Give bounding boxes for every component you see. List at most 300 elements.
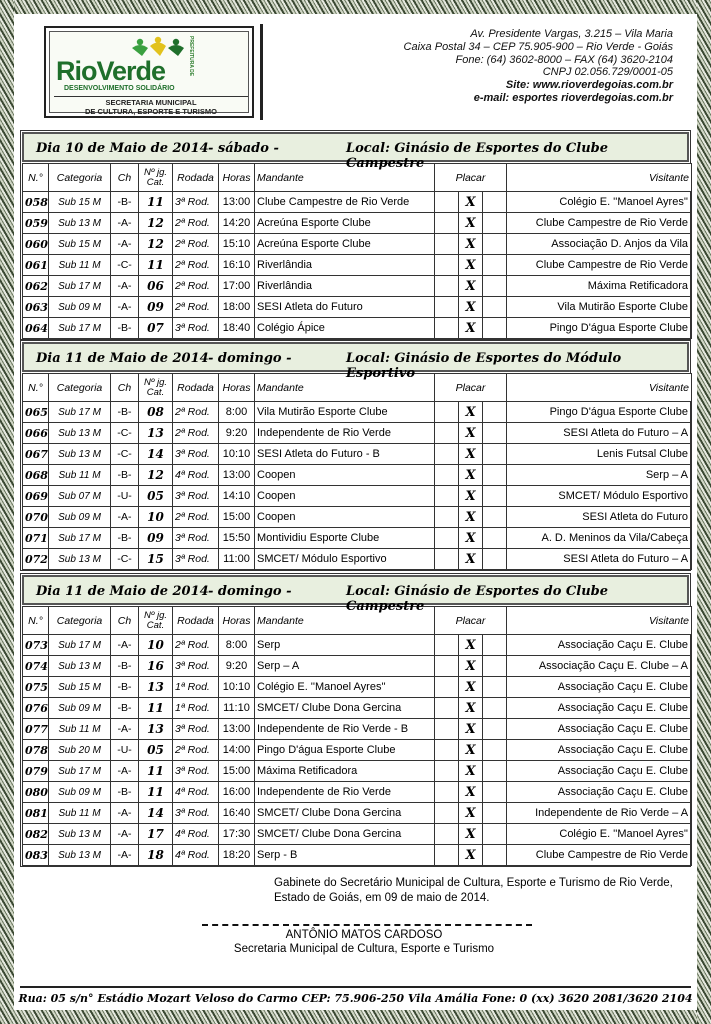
game-time: 16:40 bbox=[219, 803, 255, 824]
score-separator: X bbox=[459, 677, 483, 698]
home-team: Coopen bbox=[255, 486, 435, 507]
game-cat-number: 05 bbox=[139, 486, 173, 507]
header-njg-line2: Cat. bbox=[146, 176, 165, 188]
score-away bbox=[483, 486, 507, 507]
game-number: 068 bbox=[23, 465, 49, 486]
game-round: 2ª Rod. bbox=[173, 402, 219, 423]
away-team: Serp – A bbox=[507, 465, 692, 486]
score-home bbox=[435, 318, 459, 339]
away-team: Associação Caçu E. Clube bbox=[507, 677, 692, 698]
away-team: Vila Mutirão Esporte Clube bbox=[507, 297, 692, 318]
home-team: Colégio E. ''Manoel Ayres'' bbox=[255, 677, 435, 698]
game-group: -C- bbox=[111, 255, 139, 276]
game-cat-number: 09 bbox=[139, 297, 173, 318]
games-table bbox=[22, 606, 692, 866]
game-round: 3ª Rod. bbox=[173, 719, 219, 740]
header-njg-line2: Cat. bbox=[146, 386, 165, 398]
game-time: 15:50 bbox=[219, 528, 255, 549]
game-number: 079 bbox=[23, 761, 49, 782]
score-away bbox=[483, 444, 507, 465]
score-away bbox=[483, 761, 507, 782]
game-group: -B- bbox=[111, 677, 139, 698]
score-separator: X bbox=[459, 761, 483, 782]
game-group: -C- bbox=[111, 444, 139, 465]
game-number: 076 bbox=[23, 698, 49, 719]
game-time: 10:10 bbox=[219, 444, 255, 465]
away-team: Colégio E. ''Manoel Ayres'' bbox=[507, 192, 692, 213]
section-weekday: - sábado - bbox=[208, 141, 279, 156]
score-away bbox=[483, 845, 507, 866]
home-team: Serp - B bbox=[255, 845, 435, 866]
contact-site: Site: www.rioverdegoias.com.br bbox=[505, 79, 673, 92]
game-number: 074 bbox=[23, 656, 49, 677]
score-separator: X bbox=[459, 276, 483, 297]
game-category: Sub 15 M bbox=[49, 192, 111, 213]
game-number: 061 bbox=[23, 255, 49, 276]
header-placar: Placar bbox=[435, 164, 507, 192]
table-row bbox=[23, 656, 692, 677]
home-team: Montividiu Esporte Clube bbox=[255, 528, 435, 549]
game-number: 082 bbox=[23, 824, 49, 845]
home-team: Acreúna Esporte Clube bbox=[255, 213, 435, 234]
game-time: 14:20 bbox=[219, 213, 255, 234]
section-title bbox=[22, 575, 689, 614]
score-separator: X bbox=[459, 824, 483, 845]
game-round: 3ª Rod. bbox=[173, 761, 219, 782]
score-separator: X bbox=[459, 423, 483, 444]
game-time: 10:10 bbox=[219, 677, 255, 698]
game-cat-number: 13 bbox=[139, 423, 173, 444]
game-category: Sub 15 M bbox=[49, 234, 111, 255]
game-group: -A- bbox=[111, 297, 139, 318]
game-group: -B- bbox=[111, 465, 139, 486]
game-round: 1ª Rod. bbox=[173, 677, 219, 698]
game-category: Sub 15 M bbox=[49, 677, 111, 698]
game-cat-number: 15 bbox=[139, 549, 173, 570]
game-round: 2ª Rod. bbox=[173, 423, 219, 444]
game-number: 067 bbox=[23, 444, 49, 465]
home-team: Acreúna Esporte Clube bbox=[255, 234, 435, 255]
header-num: N.° bbox=[23, 374, 49, 402]
score-home bbox=[435, 507, 459, 528]
game-time: 18:20 bbox=[219, 845, 255, 866]
header-njg bbox=[139, 374, 173, 402]
game-cat-number: 17 bbox=[139, 824, 173, 845]
score-away bbox=[483, 824, 507, 845]
table-row bbox=[23, 782, 692, 803]
score-separator: X bbox=[459, 740, 483, 761]
game-category: Sub 13 M bbox=[49, 656, 111, 677]
home-team: Pingo D'água Esporte Clube bbox=[255, 740, 435, 761]
game-cat-number: 11 bbox=[139, 782, 173, 803]
section-local: Local: Ginásio de Esportes do Módulo Esportivo bbox=[346, 351, 622, 381]
signature-line bbox=[202, 924, 532, 926]
away-team: Associação Caçu E. Clube bbox=[507, 740, 692, 761]
score-separator: X bbox=[459, 635, 483, 656]
decorative-border-top bbox=[0, 0, 711, 14]
score-home bbox=[435, 761, 459, 782]
game-cat-number: 08 bbox=[139, 402, 173, 423]
score-home bbox=[435, 213, 459, 234]
game-group: -A- bbox=[111, 213, 139, 234]
game-group: -A- bbox=[111, 635, 139, 656]
game-cat-number: 09 bbox=[139, 528, 173, 549]
section-local: Local: Ginásio de Esportes do Clube Campestre bbox=[346, 584, 609, 614]
table-row bbox=[23, 549, 692, 570]
game-group: -B- bbox=[111, 192, 139, 213]
score-separator: X bbox=[459, 845, 483, 866]
contact-cnpj: CNPJ 02.056.729/0001-05 bbox=[542, 66, 673, 79]
home-team: Independente de Rio Verde bbox=[255, 782, 435, 803]
away-team: Associação Caçu E. Clube bbox=[507, 719, 692, 740]
game-cat-number: 11 bbox=[139, 761, 173, 782]
away-team: Associação Caçu E. Clube bbox=[507, 782, 692, 803]
game-round: 4ª Rod. bbox=[173, 824, 219, 845]
game-time: 16:10 bbox=[219, 255, 255, 276]
header-num: N.° bbox=[23, 607, 49, 635]
game-number: 073 bbox=[23, 635, 49, 656]
header-num: N.° bbox=[23, 164, 49, 192]
score-home bbox=[435, 740, 459, 761]
header-njg-line1: Nº jg. bbox=[143, 376, 167, 388]
contact-email: e-mail: esportes rioverdegoias.com.br bbox=[473, 91, 673, 104]
score-separator: X bbox=[459, 234, 483, 255]
game-category: Sub 13 M bbox=[49, 549, 111, 570]
game-cat-number: 07 bbox=[139, 318, 173, 339]
score-home bbox=[435, 824, 459, 845]
table-row bbox=[23, 719, 692, 740]
table-row bbox=[23, 740, 692, 761]
game-number: 083 bbox=[23, 845, 49, 866]
game-category: Sub 11 M bbox=[49, 803, 111, 824]
game-category: Sub 11 M bbox=[49, 255, 111, 276]
game-category: Sub 17 M bbox=[49, 635, 111, 656]
logo-title: RioVerde bbox=[56, 56, 166, 86]
logo-secretaria-line1: SECRETARIA MUNICIPAL bbox=[105, 98, 197, 107]
game-number: 075 bbox=[23, 677, 49, 698]
header-visitante: Visitante bbox=[507, 374, 692, 402]
home-team: SMCET/ Clube Dona Gercina bbox=[255, 698, 435, 719]
header-njg-line1: Nº jg. bbox=[143, 609, 167, 621]
header-visitante: Visitante bbox=[507, 607, 692, 635]
score-away bbox=[483, 297, 507, 318]
game-cat-number: 12 bbox=[139, 465, 173, 486]
game-category: Sub 17 M bbox=[49, 528, 111, 549]
game-group: -B- bbox=[111, 528, 139, 549]
score-home bbox=[435, 234, 459, 255]
game-group: -B- bbox=[111, 402, 139, 423]
game-round: 2ª Rod. bbox=[173, 234, 219, 255]
header-ch: Ch bbox=[111, 374, 139, 402]
game-number: 063 bbox=[23, 297, 49, 318]
table-row bbox=[23, 803, 692, 824]
table-row bbox=[23, 528, 692, 549]
logo-subtitle: DESENVOLVIMENTO SOLIDÁRIO bbox=[64, 85, 175, 92]
game-round: 3ª Rod. bbox=[173, 549, 219, 570]
score-away bbox=[483, 803, 507, 824]
game-number: 065 bbox=[23, 402, 49, 423]
game-round: 3ª Rod. bbox=[173, 192, 219, 213]
away-team: Clube Campestre de Rio Verde bbox=[507, 845, 692, 866]
away-team: Associação Caçu E. Clube bbox=[507, 761, 692, 782]
table-row bbox=[23, 486, 692, 507]
game-time: 8:00 bbox=[219, 635, 255, 656]
header-categoria: Categoria bbox=[49, 164, 111, 192]
game-number: 080 bbox=[23, 782, 49, 803]
home-team: SMCET/ Clube Dona Gercina bbox=[255, 824, 435, 845]
contact-address: Av. Presidente Vargas, 3.215 – Vila Maria bbox=[470, 28, 673, 40]
game-group: -A- bbox=[111, 803, 139, 824]
home-team: Coopen bbox=[255, 507, 435, 528]
score-separator: X bbox=[459, 318, 483, 339]
game-time: 8:00 bbox=[219, 402, 255, 423]
game-group: -A- bbox=[111, 761, 139, 782]
schedule-section bbox=[20, 340, 691, 571]
section-day: Dia 10 de Maio de 2014 bbox=[36, 141, 209, 156]
score-away bbox=[483, 192, 507, 213]
game-round: 2ª Rod. bbox=[173, 507, 219, 528]
header-categoria: Categoria bbox=[49, 374, 111, 402]
table-row bbox=[23, 255, 692, 276]
decorative-border-right bbox=[697, 0, 711, 1024]
game-category: Sub 13 M bbox=[49, 213, 111, 234]
home-team: SMCET/ Clube Dona Gercina bbox=[255, 803, 435, 824]
game-cat-number: 18 bbox=[139, 845, 173, 866]
away-team: Associação Caçu E. Clube – A bbox=[507, 656, 692, 677]
table-row bbox=[23, 824, 692, 845]
table-row bbox=[23, 276, 692, 297]
logo-secretaria-line2: DE CULTURA, ESPORTE E TURISMO bbox=[85, 107, 217, 116]
table-row bbox=[23, 318, 692, 339]
home-team: Vila Mutirão Esporte Clube bbox=[255, 402, 435, 423]
game-cat-number: 06 bbox=[139, 276, 173, 297]
game-round: 2ª Rod. bbox=[173, 255, 219, 276]
game-time: 15:00 bbox=[219, 761, 255, 782]
score-away bbox=[483, 549, 507, 570]
away-team: Clube Campestre de Rio Verde bbox=[507, 213, 692, 234]
score-separator: X bbox=[459, 402, 483, 423]
game-category: Sub 13 M bbox=[49, 444, 111, 465]
game-cat-number: 11 bbox=[139, 255, 173, 276]
header-mandante: Mandante bbox=[255, 607, 435, 635]
game-cat-number: 05 bbox=[139, 740, 173, 761]
score-away bbox=[483, 234, 507, 255]
section-local: Local: Ginásio de Esportes do Clube Campestre bbox=[346, 141, 609, 171]
game-number: 071 bbox=[23, 528, 49, 549]
score-home bbox=[435, 402, 459, 423]
header-visitante: Visitante bbox=[507, 164, 692, 192]
game-category: Sub 17 M bbox=[49, 318, 111, 339]
home-team: Coopen bbox=[255, 465, 435, 486]
score-away bbox=[483, 698, 507, 719]
score-home bbox=[435, 549, 459, 570]
section-weekday: - domingo - bbox=[208, 351, 292, 366]
home-team: SESI Atleta do Futuro bbox=[255, 297, 435, 318]
game-time: 18:40 bbox=[219, 318, 255, 339]
game-category: Sub 20 M bbox=[49, 740, 111, 761]
table-row bbox=[23, 698, 692, 719]
score-separator: X bbox=[459, 698, 483, 719]
logo-prefeitura-text: PREFEITURA DE bbox=[188, 36, 194, 77]
away-team: Máxima Retificadora bbox=[507, 276, 692, 297]
game-category: Sub 17 M bbox=[49, 761, 111, 782]
score-separator: X bbox=[459, 507, 483, 528]
home-team: Colégio Ápice bbox=[255, 318, 435, 339]
home-team: Clube Campestre de Rio Verde bbox=[255, 192, 435, 213]
game-category: Sub 09 M bbox=[49, 698, 111, 719]
contact-postal: Caixa Postal 34 – CEP 75.905-900 – Rio Verde - Goiás bbox=[403, 40, 673, 53]
game-group: -B- bbox=[111, 698, 139, 719]
score-away bbox=[483, 213, 507, 234]
header-njg-line2: Cat. bbox=[146, 619, 165, 631]
score-home bbox=[435, 423, 459, 444]
score-home bbox=[435, 465, 459, 486]
game-round: 3ª Rod. bbox=[173, 803, 219, 824]
game-time: 11:00 bbox=[219, 549, 255, 570]
game-number: 066 bbox=[23, 423, 49, 444]
game-time: 9:20 bbox=[219, 423, 255, 444]
score-away bbox=[483, 782, 507, 803]
game-group: -A- bbox=[111, 824, 139, 845]
away-team: Pingo D'água Esporte Clube bbox=[507, 318, 692, 339]
game-round: 3ª Rod. bbox=[173, 656, 219, 677]
contact-phone: Fone: (64) 3602-8000 – FAX (64) 3620-2104 bbox=[455, 53, 673, 66]
score-separator: X bbox=[459, 549, 483, 570]
game-time: 16:00 bbox=[219, 782, 255, 803]
home-team: SMCET/ Módulo Esportivo bbox=[255, 549, 435, 570]
header-divider bbox=[260, 24, 263, 120]
game-category: Sub 09 M bbox=[49, 507, 111, 528]
header-rodada: Rodada bbox=[173, 607, 219, 635]
score-home bbox=[435, 486, 459, 507]
game-cat-number: 14 bbox=[139, 803, 173, 824]
score-away bbox=[483, 255, 507, 276]
game-time: 11:10 bbox=[219, 698, 255, 719]
game-round: 4ª Rod. bbox=[173, 845, 219, 866]
score-separator: X bbox=[459, 297, 483, 318]
home-team: SESI Atleta do Futuro - B bbox=[255, 444, 435, 465]
score-separator: X bbox=[459, 782, 483, 803]
score-home bbox=[435, 656, 459, 677]
table-row bbox=[23, 677, 692, 698]
header-ch: Ch bbox=[111, 607, 139, 635]
game-number: 069 bbox=[23, 486, 49, 507]
away-team: SESI Atleta do Futuro – A bbox=[507, 423, 692, 444]
score-away bbox=[483, 656, 507, 677]
game-group: -U- bbox=[111, 486, 139, 507]
game-round: 2ª Rod. bbox=[173, 740, 219, 761]
game-round: 4ª Rod. bbox=[173, 465, 219, 486]
score-separator: X bbox=[459, 213, 483, 234]
games-table bbox=[22, 373, 692, 570]
header-horas: Horas bbox=[219, 607, 255, 635]
section-title bbox=[22, 132, 689, 171]
game-number: 077 bbox=[23, 719, 49, 740]
table-row bbox=[23, 213, 692, 234]
score-separator: X bbox=[459, 444, 483, 465]
table-row bbox=[23, 423, 692, 444]
header-rodada: Rodada bbox=[173, 164, 219, 192]
letterhead bbox=[14, 14, 697, 122]
game-number: 058 bbox=[23, 192, 49, 213]
table-row bbox=[23, 465, 692, 486]
header-njg-line1: Nº jg. bbox=[143, 166, 167, 178]
table-row bbox=[23, 192, 692, 213]
signature-block bbox=[164, 928, 564, 956]
game-time: 13:00 bbox=[219, 192, 255, 213]
game-time: 17:00 bbox=[219, 276, 255, 297]
table-row bbox=[23, 444, 692, 465]
game-cat-number: 13 bbox=[139, 677, 173, 698]
score-separator: X bbox=[459, 528, 483, 549]
game-round: 2ª Rod. bbox=[173, 635, 219, 656]
footer-statement: Gabinete do Secretário Municipal de Cultura, Esporte e Turismo de Rio Verde, Estado de Goiás, em 09 de maio de 2014. bbox=[274, 877, 673, 904]
table-row bbox=[23, 402, 692, 423]
table-row bbox=[23, 507, 692, 528]
game-round: 3ª Rod. bbox=[173, 486, 219, 507]
game-cat-number: 12 bbox=[139, 213, 173, 234]
game-group: -B- bbox=[111, 782, 139, 803]
game-cat-number: 14 bbox=[139, 444, 173, 465]
away-team: Colégio E. ''Manoel Ayres'' bbox=[507, 824, 692, 845]
score-separator: X bbox=[459, 465, 483, 486]
score-home bbox=[435, 845, 459, 866]
away-team: SMCET/ Módulo Esportivo bbox=[507, 486, 692, 507]
score-separator: X bbox=[459, 803, 483, 824]
score-home bbox=[435, 698, 459, 719]
game-category: Sub 13 M bbox=[49, 824, 111, 845]
game-group: -U- bbox=[111, 740, 139, 761]
games-table bbox=[22, 163, 692, 339]
game-time: 14:00 bbox=[219, 740, 255, 761]
header-njg bbox=[139, 607, 173, 635]
score-separator: X bbox=[459, 656, 483, 677]
decorative-border-left bbox=[0, 0, 14, 1024]
game-round: 1ª Rod. bbox=[173, 698, 219, 719]
table-row bbox=[23, 635, 692, 656]
header-mandante: Mandante bbox=[255, 164, 435, 192]
header-njg bbox=[139, 164, 173, 192]
score-away bbox=[483, 402, 507, 423]
home-team: Riverlândia bbox=[255, 276, 435, 297]
game-round: 3ª Rod. bbox=[173, 318, 219, 339]
home-team: Independente de Rio Verde bbox=[255, 423, 435, 444]
game-number: 062 bbox=[23, 276, 49, 297]
schedule-section bbox=[20, 573, 691, 867]
signatory-role: Secretaria Municipal de Cultura, Esporte e Turismo bbox=[233, 943, 495, 955]
game-category: Sub 11 M bbox=[49, 719, 111, 740]
game-category: Sub 11 M bbox=[49, 465, 111, 486]
score-home bbox=[435, 276, 459, 297]
game-number: 059 bbox=[23, 213, 49, 234]
game-time: 15:10 bbox=[219, 234, 255, 255]
header-horas: Horas bbox=[219, 164, 255, 192]
away-team: SESI Atleta do Futuro bbox=[507, 507, 692, 528]
score-separator: X bbox=[459, 255, 483, 276]
home-team: Serp bbox=[255, 635, 435, 656]
game-time: 15:00 bbox=[219, 507, 255, 528]
game-category: Sub 07 M bbox=[49, 486, 111, 507]
score-home bbox=[435, 803, 459, 824]
game-time: 14:10 bbox=[219, 486, 255, 507]
game-number: 078 bbox=[23, 740, 49, 761]
game-cat-number: 11 bbox=[139, 698, 173, 719]
game-category: Sub 09 M bbox=[49, 782, 111, 803]
away-team: Independente de Rio Verde – A bbox=[507, 803, 692, 824]
game-group: -A- bbox=[111, 845, 139, 866]
score-home bbox=[435, 635, 459, 656]
score-away bbox=[483, 276, 507, 297]
